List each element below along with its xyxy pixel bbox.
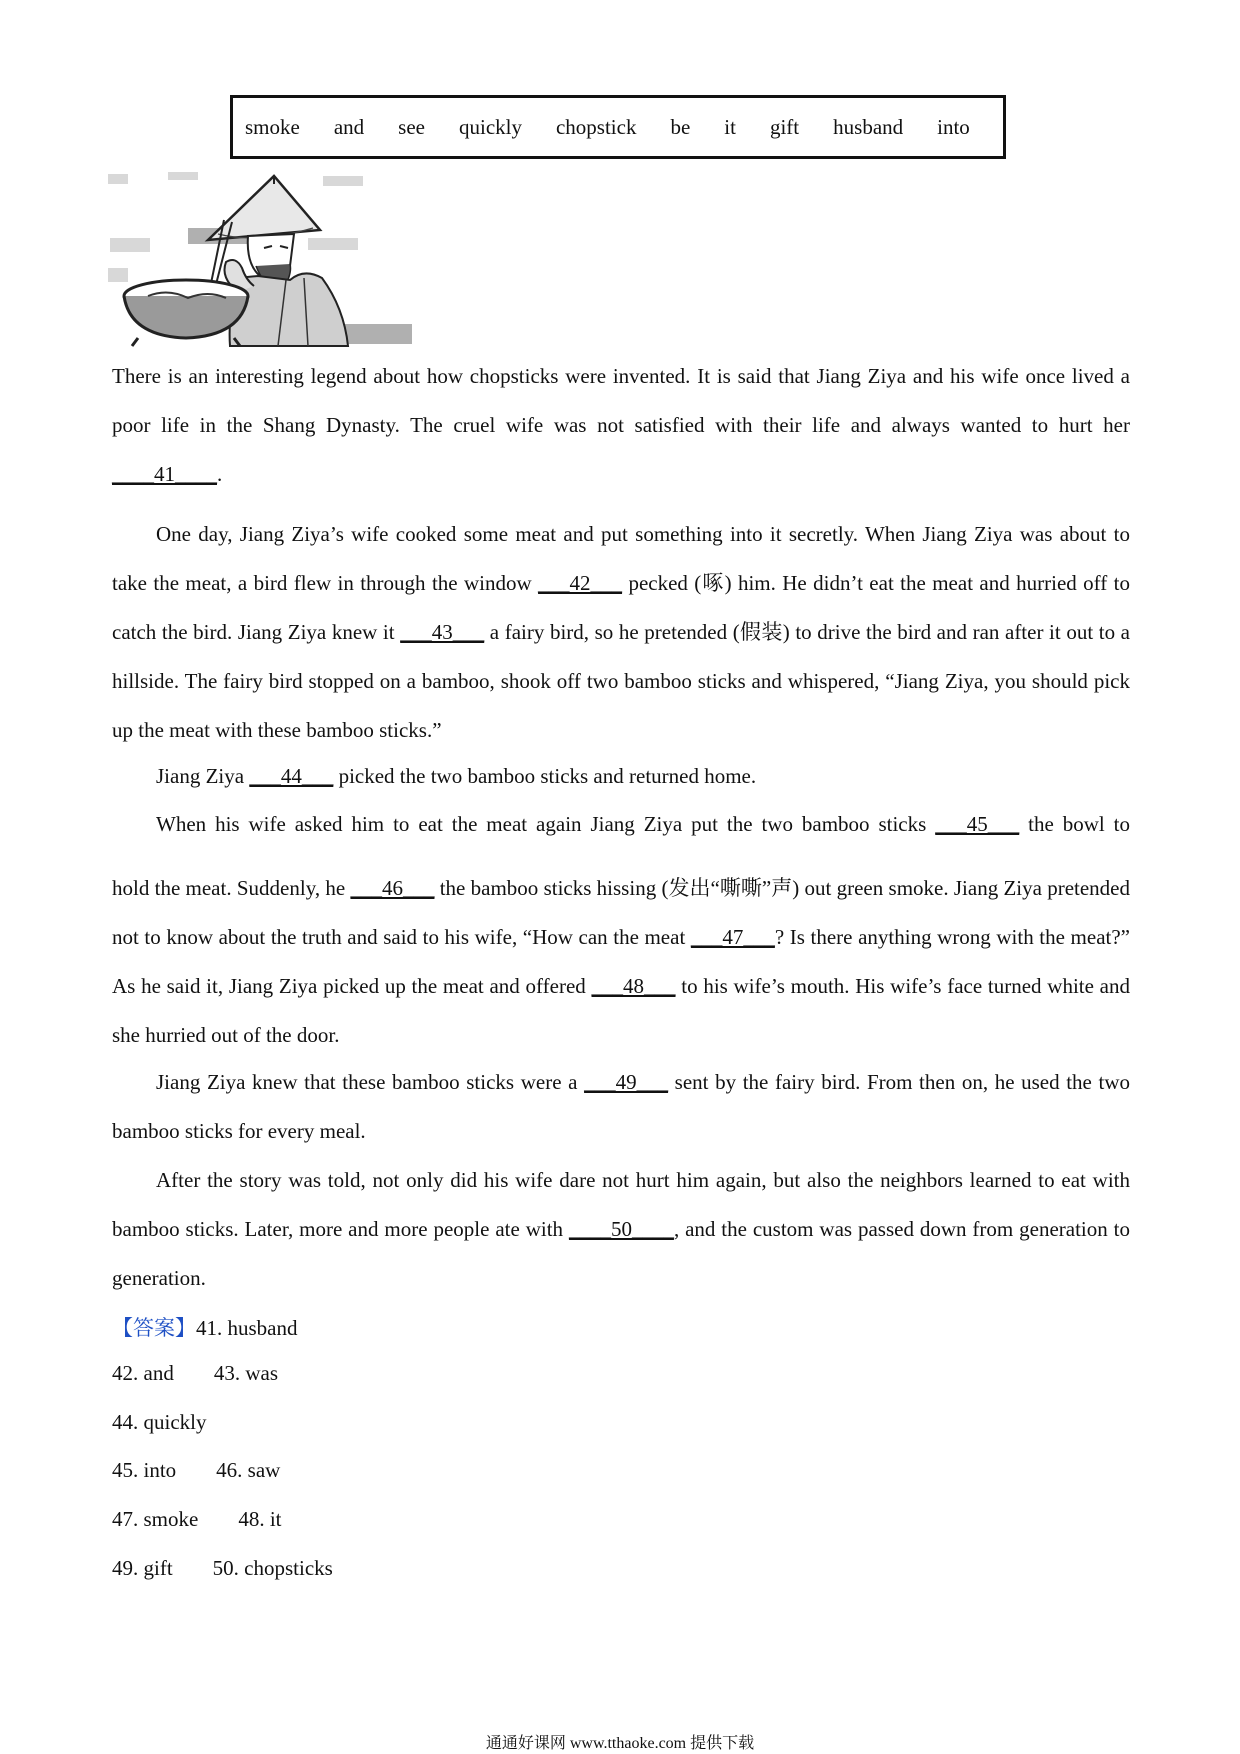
paragraph-text: picked the two bamboo sticks and returned home. [333,764,757,788]
paragraph-text: hold the meat. Suddenly, he [112,876,351,900]
blank-48: ___48___ [591,974,676,998]
paragraph-text: to his wife’s mouth. His wife’s face turned white and she hurried out of the door. [112,974,1130,1047]
answer-47: 47. smoke [112,1507,199,1531]
paragraph-text: Jiang Ziya [156,764,250,788]
answer-50: 50. chopsticks [212,1556,333,1580]
word-bank-word: chopstick [555,114,637,139]
answer-44: 44. quickly [112,1410,207,1434]
answer-line-2 [112,1361,278,1386]
answer-tag: 【答案】 [112,1316,196,1340]
answer-line-3 [112,1410,207,1435]
paragraph-text: sent by the fairy bird. From then on, he used the two bamboo sticks for every meal. [112,1070,1130,1143]
paragraph-7 [112,1156,1130,1303]
blank-45: ___45___ [935,812,1020,836]
word-bank-box [230,95,1006,159]
blank-46: ___46___ [350,876,435,900]
paragraph-5 [112,864,1130,1060]
word-bank-word: husband [833,114,904,139]
paragraph-text: a fairy bird, so he pretended (假装) to drive the bird and ran after it out to a hillside. The fairy bird stopped on a bamboo, shook off two bamboo sticks and whispered, “Jiang Ziya, you should pick up the meat with these bamboo sticks.” [112,620,1131,742]
paragraph-text: the bowl to [1019,812,1130,836]
paragraph-text: After the story was told, not only did his wife dare not hurt him again, but also the neighbors learned to eat with bamboo sticks. Later, more and more people ate with [112,1168,1130,1241]
answer-42: 42. and [112,1361,174,1385]
paragraph-text: ? Is there anything wrong with the meat?” As he said it, Jiang Ziya picked up the meat and offered [112,925,1131,998]
paragraph-6 [112,1058,1130,1156]
paragraph-text: When his wife asked him to eat the meat again Jiang Ziya put the two bamboo sticks [156,812,936,836]
answer-line-5 [112,1507,282,1532]
answer-line-4 [112,1458,280,1483]
paragraph-3 [112,752,1130,801]
word-bank-word: gift [769,114,800,139]
word-bank-word: into [937,114,970,139]
word-bank-word: and [333,114,365,139]
word-bank-word: be [670,114,691,139]
paragraph-text: . [217,462,223,486]
paragraph-text: the bamboo sticks hissing (发出“嘶嘶”声) out green smoke. Jiang Ziya pretended not to know about the truth and said to his wife, “How can the meat [112,876,1131,949]
paragraph-text: One day, Jiang Ziya’s wife cooked some meat and put something into it secretly. When Jiang Ziya was about to take the meat, a bird flew in through the window [112,522,1130,595]
paragraph-text: Jiang Ziya knew that these bamboo sticks were a [156,1070,585,1094]
answer-line-1 [112,1312,298,1342]
answer-45: 45. into [112,1458,177,1482]
paragraph-text: pecked (啄) him. He didn’t eat the meat and hurried off to catch the bird. Jiang Ziya knew it [112,571,1130,644]
answer-line-6 [112,1556,333,1581]
blank-49: ___49___ [584,1070,669,1094]
blank-41: ____41____ [112,462,217,486]
answer-48: 48. it [238,1507,282,1531]
paragraph-text: There is an interesting legend about how chopsticks were invented. It is said that Jiang Ziya and his wife once lived a poor life in the Shang Dynasty. The cruel wife was not satisfied with their life and always wanted to hurt her [112,364,1130,437]
paragraph-text: , and the custom was passed down from generation to generation. [112,1217,1130,1290]
answer-49: 49. gift [112,1556,173,1580]
blank-44: ___44___ [249,764,334,788]
blank-47: ___47___ [690,925,775,949]
blank-50: ____50____ [568,1217,674,1241]
story-illustration [108,168,438,348]
paragraph-2 [112,510,1130,755]
blank-43: ___43___ [400,620,485,644]
paragraph-4 [112,800,1130,849]
blank-42: ___42___ [538,571,623,595]
word-bank-word: smoke [245,114,300,139]
paragraph-1 [112,352,1130,499]
word-bank-word: it [724,114,736,139]
word-bank-word: see [398,114,425,139]
answer-43: 43. was [213,1361,278,1385]
answer-41: 41. husband [196,1316,298,1340]
page-footer: 通通好课网 www.tthaoke.com 提供下载 [485,1735,755,1752]
word-bank-word: quickly [458,114,522,139]
answer-46: 46. saw [216,1458,281,1482]
